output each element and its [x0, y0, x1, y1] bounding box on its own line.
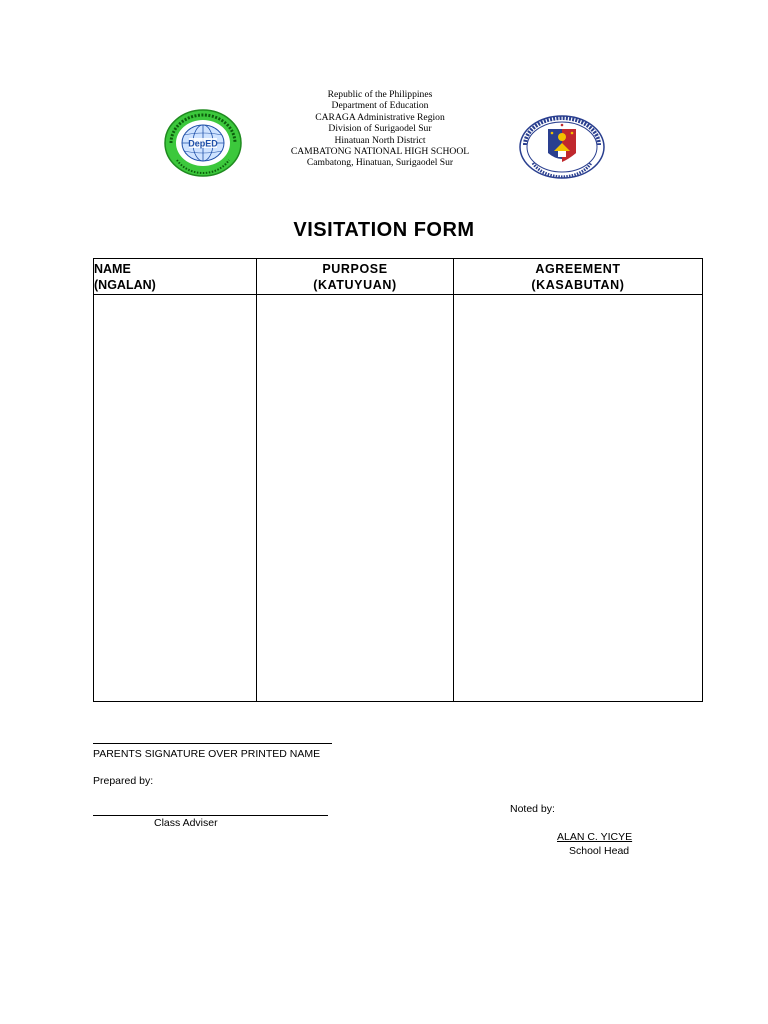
column-header-label: NAME	[94, 262, 131, 276]
letterhead-line: Hinatuan North District	[334, 134, 426, 146]
school-head-label: School Head	[569, 845, 630, 857]
column-header-agreement	[454, 259, 703, 295]
name-cell[interactable]	[94, 295, 257, 702]
deped-school-logo	[163, 108, 243, 178]
letterhead-line: Cambatong, Hinatuan, Surigaodel Sur	[306, 157, 454, 169]
class-adviser-label: Class Adviser	[154, 817, 218, 829]
letterhead-line: Republic of the Philippines	[327, 89, 433, 100]
noted-by-label: Noted by:	[510, 803, 555, 815]
column-header-sublabel: (NGALAN)	[94, 278, 156, 292]
visitation-table	[93, 258, 703, 702]
column-header-label: PURPOSE	[322, 262, 388, 276]
kagawaran-ng-edukasyon-seal	[519, 115, 605, 179]
agreement-cell[interactable]	[454, 295, 703, 702]
column-header-sublabel: (KATUYUAN)	[313, 278, 397, 292]
column-header-sublabel: (KASABUTAN)	[531, 278, 625, 292]
svg-text:DepED: DepED	[188, 138, 218, 149]
letterhead-line: Division of Surigaodel Sur	[328, 123, 432, 135]
table-body-row	[94, 295, 703, 702]
letterhead-line: CAMBATONG NATIONAL HIGH SCHOOL	[290, 146, 470, 158]
purpose-cell[interactable]	[257, 295, 454, 702]
table-header-row	[94, 259, 703, 295]
letterhead-line: CARAGA Administrative Region	[315, 111, 445, 123]
school-head-name: ALAN C. YICYE	[557, 831, 633, 843]
class-adviser-signature-line	[93, 815, 328, 816]
column-header-purpose	[257, 259, 454, 295]
column-header-label: AGREEMENT	[535, 262, 621, 276]
form-title: VISITATION FORM	[293, 219, 475, 241]
prepared-by-label: Prepared by:	[93, 775, 154, 787]
parents-signature-line	[93, 743, 332, 744]
letterhead	[270, 89, 490, 169]
column-header-name	[94, 259, 257, 295]
parents-signature-label: PARENTS SIGNATURE OVER PRINTED NAME	[93, 748, 321, 760]
letterhead-line: Department of Education	[331, 100, 429, 112]
